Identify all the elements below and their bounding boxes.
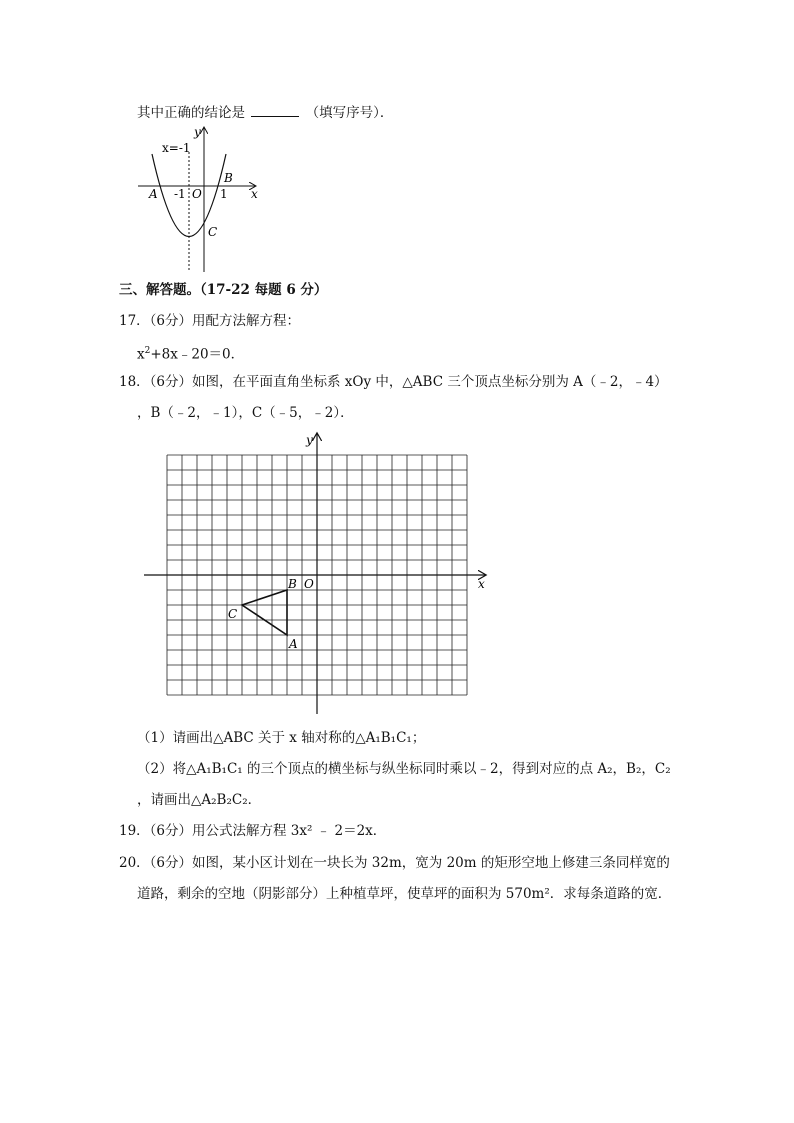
fig-label-A: A <box>149 187 158 201</box>
grid-label-B: B <box>288 577 297 591</box>
triangle-ABC <box>242 590 287 635</box>
q16-conclusion-suffix: （填写序号）． <box>305 105 394 121</box>
fig-symmetry-label: x=-1 <box>162 141 191 155</box>
fig-label-B: B <box>224 171 233 185</box>
q17-text: 17．（6分）用配方法解方程： <box>119 313 301 329</box>
q18-sub2: （2）将△A₁B₁C₁ 的三个顶点的横坐标与纵坐标同时乘以﹣2，得到对应的点 A₂，B₂，C₂ <box>137 761 671 777</box>
grid-label-A: A <box>289 637 298 651</box>
coordinate-grid-figure <box>140 428 496 718</box>
q19-text: 19．（6分）用公式法解方程 3x² ﹣ 2＝2x． <box>119 823 387 839</box>
fig-label-C: C <box>208 225 218 239</box>
q17-equation: $x^2+8x﹣20=0$． <box>137 346 245 363</box>
fig-y-label: y <box>194 125 201 139</box>
q16-conclusion-text: 其中正确的结论是 <box>137 105 245 121</box>
q18-line2: ，B（﹣2，﹣1），C（﹣5，﹣2）． <box>137 405 354 421</box>
grid-label-C: C <box>228 607 238 621</box>
q18-sub1: （1）请画出△ABC 关于 x 轴对称的△A₁B₁C₁； <box>137 730 426 746</box>
fig-x-label: x <box>251 187 258 201</box>
fig-label-neg1: -1 <box>174 187 186 201</box>
fig-label-O: O <box>192 187 202 201</box>
grid-label-O: O <box>304 577 314 591</box>
grid-y-label: y <box>306 433 313 447</box>
q16-conclusion <box>137 104 393 122</box>
q20-line2: 道路，剩余的空地（阴影部分）上种植草坪，使草坪的面积为 570m²．求每条道路的宽． <box>137 886 672 902</box>
q20-line1: 20．（6分）如图，某小区计划在一块长为 32m，宽为 20m 的矩形空地上修建三条同样宽的 <box>119 855 670 871</box>
section3-title: 三、解答题。（17-22 每题 6 分） <box>119 282 328 298</box>
fig-label-1: 1 <box>220 187 228 201</box>
q18-line1: 18．（6分）如图，在平面直角坐标系 xOy 中，△ABC 三个顶点坐标分别为 A（﹣2，﹣4） <box>119 374 668 390</box>
parabola-figure <box>130 124 270 274</box>
answer-blank[interactable] <box>251 104 299 117</box>
q18-sub2b: ，请画出△A₂B₂C₂． <box>137 792 262 808</box>
grid-x-label: x <box>478 577 485 591</box>
